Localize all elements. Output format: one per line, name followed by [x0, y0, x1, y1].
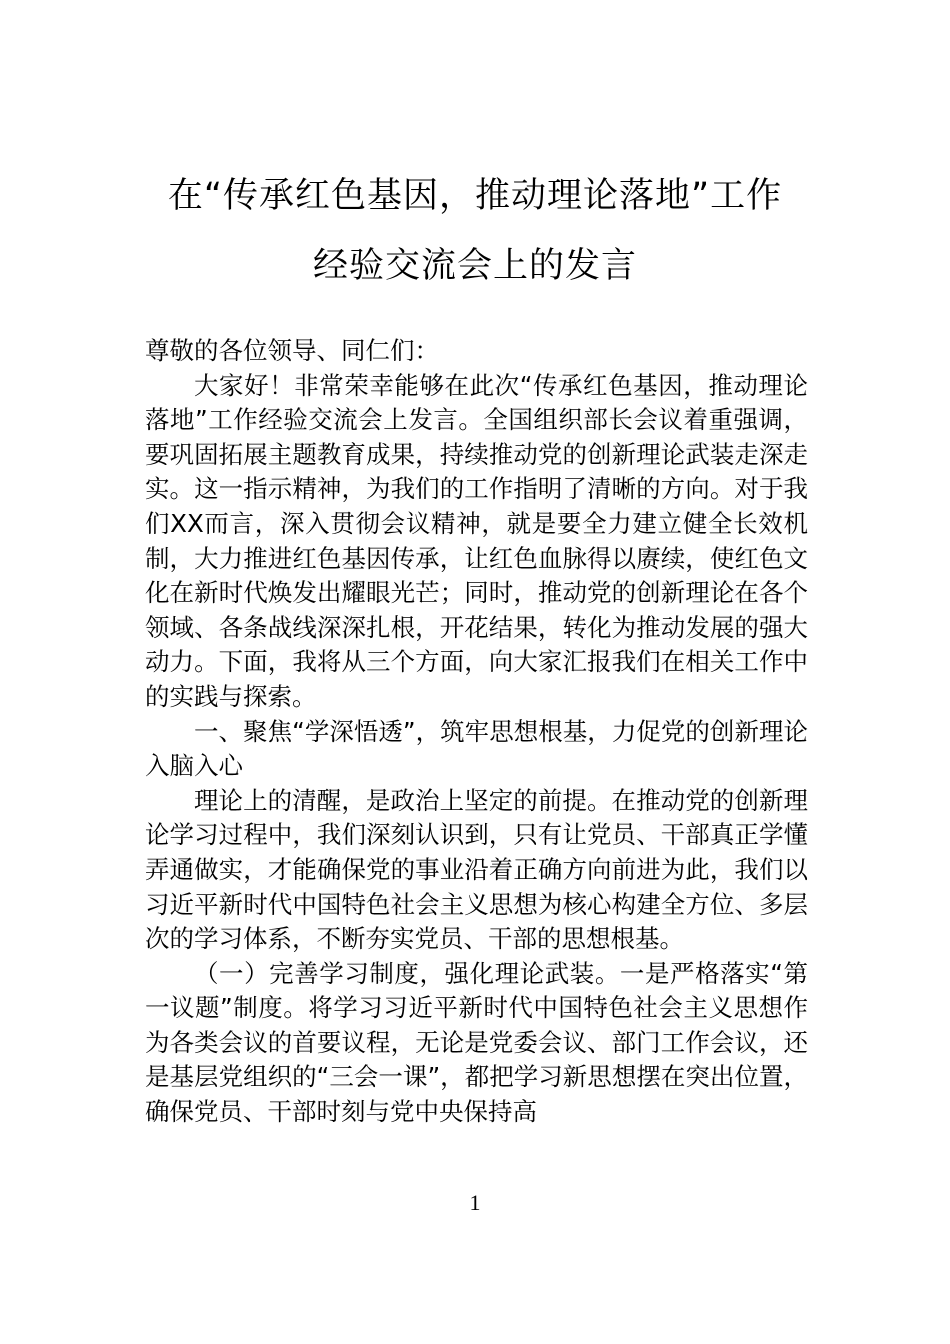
document-title-line-2: 经验交流会上的发言 — [312, 246, 637, 286]
paragraph-intro: 大家好！非常荣幸能够在此次“传承红色基因，推动理论落地”工作经验交流会上发言。全国组织部长会议着重强调，要巩固拓展主题教育成果，持续推动党的创新理论武装走深走实。这一指示精神，为我们的工作指明了清晰的方向。对于我们XX而言，深入贯彻会议精神，就是要全力建立健全长效机制，大力推进红色基因传承，让红色血脉得以赓续，使红色文化在新时代焕发出耀眼光芒；同时，推动党的创新理论在各个领域、各条战线深深扎根，开花结果，转化为推动发展的强大动力。下面，我将从三个方面，向大家汇报我们在相关工作中的实践与探索。 — [145, 370, 808, 711]
paragraph-section-1: 理论上的清醒，是政治上坚定的前提。在推动党的创新理论学习过程中，我们深刻认识到，只有让党员、干部真正学懂弄通做实，才能确保党的事业沿着正确方向前进为此，我们以习近平新时代中国特色社会主义思想为核心构建全方位、多层次的学习体系，不断夯实党员、干部的思想根基。 — [145, 785, 808, 954]
paragraph-subsection-1: （一）完善学习制度，强化理论武装。一是严格落实“第一议题”制度。将学习习近平新时代中国特色社会主义思想作为各类会议的首要议程，无论是党委会议、部门工作会议，还是基层党组织的“三会一课”，都把学习新思想摆在突出位置，确保党员、干部时刻与党中央保持高 — [145, 958, 808, 1127]
salutation: 尊敬的各位领导、同仁们： — [145, 336, 439, 365]
section-heading-1: 一、聚焦“学深悟透”，筑牢思想根基，力促党的创新理论入脑入心 — [145, 716, 808, 781]
document-body — [145, 334, 808, 1130]
page-number: 1 — [469, 1190, 481, 1215]
document-title-line-1: 在“传承红色基因，推动理论落地”工作 — [167, 176, 783, 216]
